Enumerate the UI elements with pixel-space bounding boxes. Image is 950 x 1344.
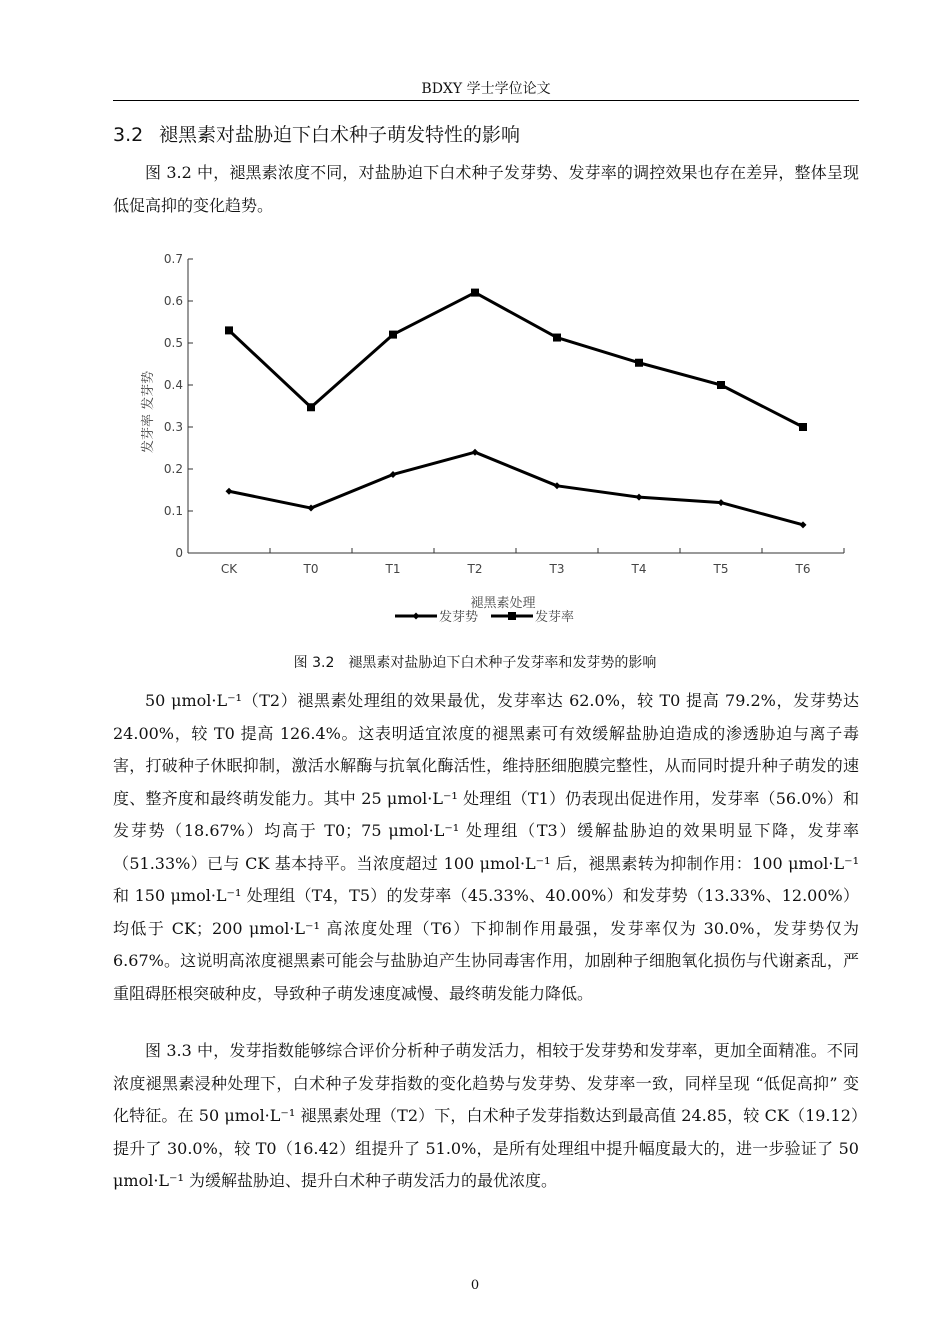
data-point	[226, 488, 233, 495]
section-heading	[113, 120, 520, 147]
y-axis-label: 发芽率 发芽势	[141, 370, 156, 454]
legend-item	[395, 609, 478, 625]
data-point	[636, 494, 643, 501]
section-title: 褪黑素对盐胁迫下白术种子萌发特性的影响	[159, 124, 521, 146]
chart-axes	[164, 252, 844, 576]
data-point	[635, 359, 643, 367]
germination-line-chart	[120, 240, 860, 640]
data-point	[471, 289, 479, 297]
y-tick-label: 0.1	[163, 504, 183, 518]
series-line	[229, 293, 803, 427]
x-tick-label: CK	[220, 562, 238, 576]
series-square	[225, 289, 807, 431]
legend-label: 发芽势	[439, 610, 479, 625]
y-tick-label: 0.7	[163, 252, 183, 266]
x-tick-label: T1	[385, 562, 401, 576]
data-point	[717, 381, 725, 389]
y-tick-label: 0.3	[163, 420, 183, 434]
legend-marker	[508, 612, 516, 620]
data-point	[307, 403, 315, 411]
y-tick-label: 0.2	[163, 462, 183, 476]
section-number: 3.2	[113, 124, 144, 146]
data-point	[389, 331, 397, 339]
x-tick-label: T4	[631, 562, 647, 576]
x-tick-label: T2	[467, 562, 483, 576]
x-tick-label: T3	[549, 562, 565, 576]
x-tick-label: T0	[303, 562, 319, 576]
data-point	[800, 521, 807, 528]
data-point	[718, 499, 725, 506]
x-axis-label: 褪黑素处理	[470, 596, 536, 611]
page-header: BDXY 学士学位论文	[113, 78, 859, 101]
chart-legend	[395, 609, 574, 625]
chart-series	[225, 289, 807, 529]
page-number: 0	[470, 1278, 480, 1293]
data-point	[225, 326, 233, 334]
y-tick-label: 0.6	[163, 294, 183, 308]
legend-marker	[413, 613, 420, 620]
x-tick-label: T5	[713, 562, 729, 576]
series-diamond	[226, 449, 807, 529]
paragraph-index: 图 3.3 中，发芽指数能够综合评价分析种子萌发活力，相较于发芽势和发芽率，更加全面精准。不同浓度褪黑素浸种处理下，白术种子发芽指数的变化趋势与发芽势、发芽率一致，同样呈现 “低促高抑” 变化特征。在 50 μmol·L⁻¹ 褪黑素处理（T2）下，白术种子发芽指数达到最高值 24.85，较 CK（19.12）提升了 30.0%，较 T0（16.42）组提升了 51.0%，是所有处理组中提升幅度最大的，进一步验证了 50 μmol·L⁻¹ 为缓解盐胁迫、提升白术种子萌发活力的最优浓度。	[113, 1041, 859, 1190]
y-tick-label: 0	[175, 546, 183, 560]
x-tick-label: T6	[795, 562, 811, 576]
paragraph-intro: 图 3.2 中，褪黑素浓度不同，对盐胁迫下白术种子发芽势、发芽率的调控效果也存在差异，整体呈现低促高抑的变化趋势。	[113, 163, 859, 215]
y-tick-label: 0.5	[163, 336, 183, 350]
y-tick-label: 0.4	[163, 378, 183, 392]
legend-label: 发芽率	[535, 610, 575, 625]
paragraph-results: 50 μmol·L⁻¹（T2）褪黑素处理组的效果最优，发芽率达 62.0%，较 T0 提高 79.2%，发芽势达 24.00%，较 T0 提高 126.4%。这表明适宜浓度的褪黑素可有效缓解盐胁迫造成的渗透胁迫与离子毒害，打破种子休眠抑制，激活水解酶与抗氧化酶活性，维持胚细胞膜完整性，从而同时提升种子萌发的速度、整齐度和最终萌发能力。其中 25 μmol·L⁻¹ 处理组（T1）仍表现出促进作用，发芽率（56.0%）和发芽势（18.67%）均高于 T0；75 μmol·L⁻¹ 处理组（T3）缓解盐胁迫的效果明显下降，发芽率（51.33%）已与 CK 基本持平。当浓度超过 100 μmol·L⁻¹ 后，褪黑素转为抑制作用：100 μmol·L⁻¹ 和 150 μmol·L⁻¹ 处理组（T4，T5）的发芽率（45.33%、40.00%）和发芽势（13.33%、12.00%）均低于 CK；200 μmol·L⁻¹ 高浓度处理（T6）下抑制作用最强，发芽率仅为 30.0%，发芽势仅为 6.67%。这说明高浓度褪黑素可能会与盐胁迫产生协同毒害作用，加剧种子细胞氧化损伤与代谢紊乱，严重阻碍胚根突破种皮，导致种子萌发速度减慢、最终萌发能力降低。	[113, 691, 859, 1003]
data-point	[553, 334, 561, 342]
data-point	[799, 423, 807, 431]
legend-item	[491, 610, 574, 625]
series-line	[229, 452, 803, 525]
figure-caption: 图 3.2 褪黑素对盐胁迫下白术种子发芽率和发芽势的影响	[293, 655, 657, 671]
